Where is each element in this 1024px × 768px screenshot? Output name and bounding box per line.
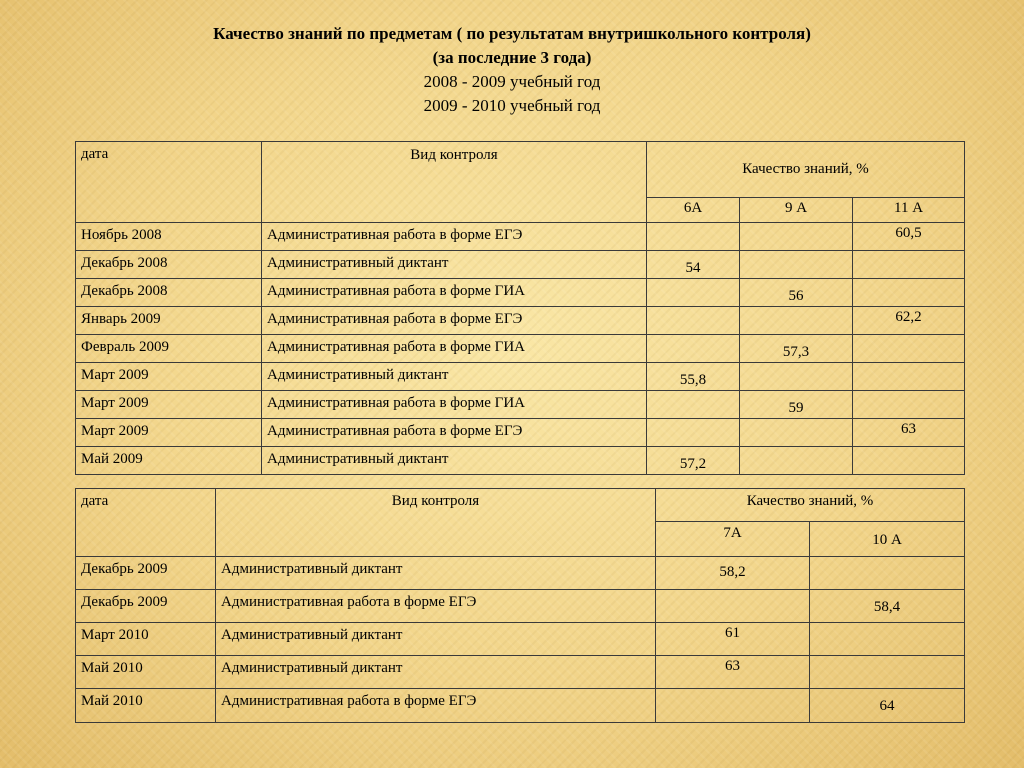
row-date: Март 2009	[76, 391, 262, 419]
row-value	[740, 363, 853, 391]
row-control-type: Административный диктант	[262, 447, 647, 475]
row-date: Март 2009	[76, 363, 262, 391]
school-year-2008: 2008 - 2009 учебный год	[423, 72, 601, 91]
row-value	[656, 590, 810, 623]
row-value: 63	[656, 656, 810, 689]
header-quality: Качество знаний, %	[656, 489, 965, 522]
row-value: 64	[810, 689, 965, 723]
row-value	[647, 279, 740, 307]
header-class: 10 А	[810, 522, 965, 557]
table-row	[76, 557, 965, 590]
row-control-type: Административный диктант	[262, 363, 647, 391]
row-value	[647, 307, 740, 335]
header-class: 7А	[656, 522, 810, 557]
table-row	[76, 363, 965, 391]
row-date: Декабрь 2009	[76, 557, 216, 590]
row-value: 54	[647, 251, 740, 279]
row-control-type: Административный диктант	[262, 251, 647, 279]
row-control-type: Административная работа в форме ГИА	[262, 335, 647, 363]
row-value	[810, 623, 965, 656]
row-date: Май 2010	[76, 689, 216, 723]
table-row	[76, 419, 965, 447]
row-value	[853, 391, 965, 419]
row-control-type: Административная работа в форме ЕГЭ	[216, 689, 656, 723]
table-row	[76, 251, 965, 279]
row-value	[647, 419, 740, 447]
row-value	[647, 223, 740, 251]
row-value	[853, 447, 965, 475]
row-date: Февраль 2009	[76, 335, 262, 363]
row-value: 57,2	[647, 447, 740, 475]
row-value	[853, 279, 965, 307]
row-date: Декабрь 2009	[76, 590, 216, 623]
header-quality: Качество знаний, %	[647, 142, 965, 198]
header-class: 6А	[647, 198, 740, 223]
row-control-type: Административный диктант	[216, 656, 656, 689]
header-control-type: Вид контроля	[262, 142, 647, 223]
table-row	[76, 279, 965, 307]
row-value	[810, 656, 965, 689]
table-row	[76, 391, 965, 419]
row-value: 59	[740, 391, 853, 419]
table-row	[76, 689, 965, 723]
row-value	[647, 391, 740, 419]
row-value: 58,4	[810, 590, 965, 623]
quality-table-2008-2009	[75, 141, 965, 475]
row-date: Март 2009	[76, 419, 262, 447]
row-value	[740, 307, 853, 335]
row-value	[853, 363, 965, 391]
row-value: 56	[740, 279, 853, 307]
row-value	[740, 223, 853, 251]
quality-table-2009-2010	[75, 488, 965, 723]
header-class: 11 А	[853, 198, 965, 223]
row-value	[647, 335, 740, 363]
table-row	[76, 335, 965, 363]
row-control-type: Административная работа в форме ГИА	[262, 279, 647, 307]
row-value: 62,2	[853, 307, 965, 335]
header-date: дата	[76, 489, 216, 557]
table-row	[76, 656, 965, 689]
row-control-type: Административная работа в форме ЕГЭ	[262, 419, 647, 447]
header-control-type: Вид контроля	[216, 489, 656, 557]
table-header-row	[76, 489, 965, 522]
school-year-2009: 2009 - 2010 учебный год	[423, 96, 601, 115]
row-date: Март 2010	[76, 623, 216, 656]
row-date: Ноябрь 2008	[76, 223, 262, 251]
row-value	[740, 419, 853, 447]
row-value	[853, 335, 965, 363]
table-row	[76, 623, 965, 656]
slide-title-block	[0, 22, 1024, 118]
row-value: 57,3	[740, 335, 853, 363]
row-value	[740, 251, 853, 279]
row-value: 58,2	[656, 557, 810, 590]
row-value: 61	[656, 623, 810, 656]
header-class: 9 А	[740, 198, 853, 223]
row-date: Май 2010	[76, 656, 216, 689]
row-date: Декабрь 2008	[76, 251, 262, 279]
row-value	[853, 251, 965, 279]
slide-subtitle: (за последние 3 года)	[432, 48, 592, 67]
row-value: 63	[853, 419, 965, 447]
row-value	[810, 557, 965, 590]
row-date: Декабрь 2008	[76, 279, 262, 307]
table-row	[76, 223, 965, 251]
row-control-type: Административная работа в форме ГИА	[262, 391, 647, 419]
header-date: дата	[76, 142, 262, 223]
row-value: 55,8	[647, 363, 740, 391]
row-date: Январь 2009	[76, 307, 262, 335]
row-control-type: Административная работа в форме ЕГЭ	[262, 307, 647, 335]
row-control-type: Административная работа в форме ЕГЭ	[216, 590, 656, 623]
row-control-type: Административный диктант	[216, 623, 656, 656]
row-value	[740, 447, 853, 475]
table-header-row	[76, 142, 965, 198]
table-row	[76, 590, 965, 623]
row-value	[656, 689, 810, 723]
row-control-type: Административная работа в форме ЕГЭ	[262, 223, 647, 251]
row-value: 60,5	[853, 223, 965, 251]
table-row	[76, 307, 965, 335]
slide-title: Качество знаний по предметам ( по результатам внутришкольного контроля)	[213, 24, 811, 43]
row-date: Май 2009	[76, 447, 262, 475]
table-row	[76, 447, 965, 475]
row-control-type: Административный диктант	[216, 557, 656, 590]
